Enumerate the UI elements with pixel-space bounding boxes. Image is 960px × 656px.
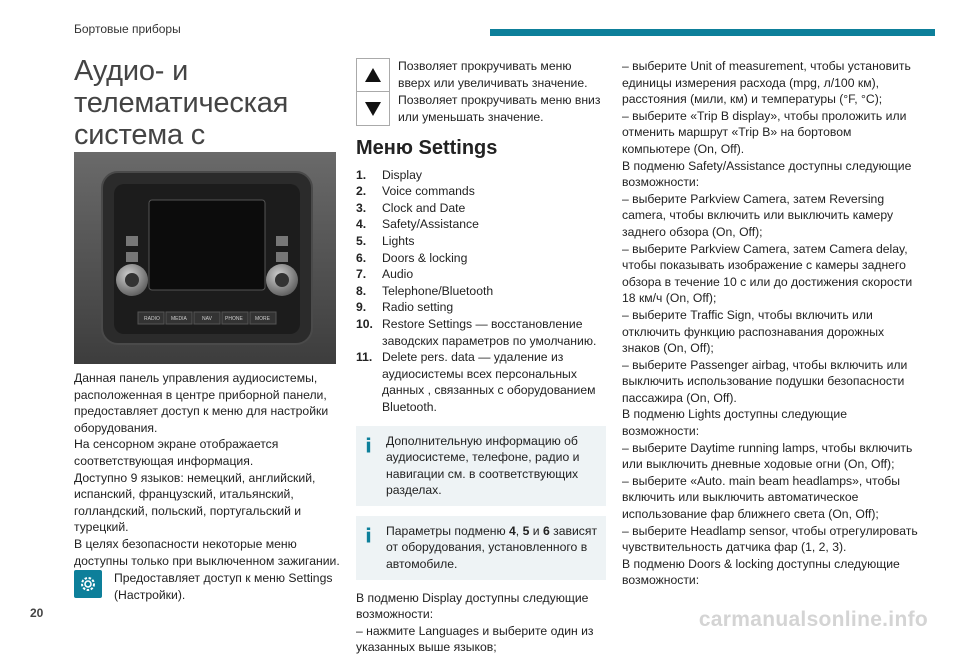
info-icon — [366, 526, 371, 544]
menu-item-number: 4. — [356, 217, 367, 232]
menu-item-number: 7. — [356, 267, 367, 282]
column-right — [622, 58, 918, 589]
note-bold: 6 — [542, 523, 550, 538]
paragraph: – выберите «Trip B display», чтобы проложить или отменить маршрут «Trip B» на бортовом компьютере (On, Off). — [622, 108, 907, 156]
note-text-part: и — [529, 523, 543, 538]
header-accent-bar — [490, 29, 935, 36]
paragraph: – выберите Passenger airbag, чтобы включить или выключить использование подушки безопасности пассажира (On, Off). — [622, 357, 908, 405]
menu-item-label: Clock and Date — [382, 200, 466, 215]
paragraph: – выберите Parkview Camera, затем Reversing camera, чтобы включить или выключить камеру заднего обзора (On, Off); — [622, 191, 894, 239]
menu-item-label: Telephone/Bluetooth — [382, 283, 494, 298]
info-note — [356, 426, 606, 506]
column-left — [74, 370, 344, 603]
scroll-up-icon — [356, 58, 390, 92]
scroll-down-icon — [356, 92, 390, 126]
note-text: Дополнительную информацию об аудиосистеме, телефоне, радио и навигации см. в соответствующих разделах. — [386, 433, 580, 498]
menu-item-number: 10. — [356, 316, 373, 331]
paragraph: – выберите Unit of measurement, чтобы установить единицы измерения расхода (mpg, л/100 км), расстояния (мили, км) и температуры (°F, °C); — [622, 59, 911, 107]
menu-item-label: Doors & locking — [382, 250, 468, 265]
paragraph: Данная панель управления аудиосистемы, расположенная в центре приборной панели, предоставляет доступ к меню для настройки оборудования. — [74, 371, 329, 435]
menu-item-label: Lights — [382, 233, 415, 248]
paragraph: В подменю Doors & locking доступны следующие возможности: — [622, 556, 900, 588]
title-line: Аудио- и телематическая — [74, 55, 289, 119]
menu-item-number: 9. — [356, 300, 367, 315]
paragraph: – выберите Traffic Sign, чтобы включить или отключить функцию распознавания дорожных знаков (On, Off); — [622, 307, 885, 356]
radio-button-label: RADIO — [144, 316, 160, 322]
paragraph: – выберите Parkview Camera, затем Camera delay, чтобы показывать изображение с камеры заднего обзора в течение 10 с или до достижения скорости 18 км/ч (On, Off); — [622, 241, 913, 306]
menu-item-number: 1. — [356, 167, 367, 182]
menu-item — [356, 200, 606, 217]
menu-item — [356, 266, 606, 283]
paragraph: Доступно 9 языков: немецкий, английский, испанский, французский, итальянский, голландский, польский, португальский и турецкий. — [74, 470, 316, 535]
note-text-part: зависят от оборудования, установленного в автомобиле. — [386, 523, 598, 572]
title-line: система с — [74, 119, 206, 151]
menu-item-label: Delete pers. data — удаление из аудиосистемы всех персональных данных , связанных с оборудованием Bluetooth. — [382, 350, 596, 414]
note-text — [364, 523, 598, 573]
note-text-part: , — [515, 523, 523, 538]
menu-item — [356, 233, 606, 250]
note-bold: 5 — [522, 523, 530, 538]
phone-button-label: PHONE — [225, 316, 243, 322]
column-middle — [356, 58, 606, 656]
more-button-label: MORE — [255, 316, 270, 322]
info-icon — [366, 436, 371, 454]
menu-heading: Меню Settings — [356, 137, 498, 159]
menu-item — [356, 183, 606, 200]
menu-item-number: 3. — [356, 200, 367, 215]
menu-item-label: Audio — [382, 267, 414, 282]
menu-item — [356, 250, 606, 267]
settings-row — [74, 570, 344, 603]
scroll-down-row — [356, 92, 606, 126]
menu-item-label: Safety/Assistance — [382, 217, 479, 232]
scroll-up-row — [356, 58, 606, 92]
menu-item — [356, 316, 606, 349]
menu-item — [356, 167, 606, 184]
paragraph: В подменю Safety/Assistance доступны следующие возможности: — [622, 158, 912, 190]
paragraph: В подменю Lights доступны следующие возможности: — [622, 407, 848, 439]
paragraph: – выберите Daytime running lamps, чтобы включить или выключить дневные ходовые огни (On, Off); — [622, 440, 913, 472]
paragraph: На сенсорном экране отображается соответствующая информация. — [74, 437, 279, 468]
menu-item-number: 5. — [356, 233, 367, 248]
scroll-up-text: Позволяет прокручивать меню вверх или увеличивать значение. — [398, 59, 588, 90]
paragraph: В целях безопасности некоторые меню доступны только при выключенном зажигании. — [74, 536, 340, 568]
menu-item — [356, 283, 606, 300]
settings-gear-icon — [74, 570, 102, 598]
menu-item-number: 2. — [356, 184, 367, 199]
watermark: carmanualsonline.info — [698, 608, 928, 631]
menu-item-label: Radio setting — [382, 300, 454, 315]
settings-menu-list — [356, 167, 606, 416]
menu-item-label: Restore Settings — восстановление заводских параметров по умолчанию. — [382, 316, 597, 348]
note-text-part: Параметры подменю — [386, 523, 509, 538]
menu-item — [356, 299, 606, 316]
section-header: Бортовые приборы — [74, 22, 181, 36]
media-button-label: MEDIA — [171, 316, 187, 322]
note-bold: 4 — [509, 523, 516, 538]
nav-button-label: NAV — [202, 316, 212, 322]
menu-item-label: Voice commands — [382, 184, 475, 199]
paragraph: – выберите Headlamp sensor, чтобы отрегулировать чувствительность датчика фар (1, 2, 3). — [622, 523, 918, 555]
page-number: 20 — [30, 606, 44, 620]
menu-item-number: 11. — [356, 350, 373, 365]
info-note — [356, 516, 606, 580]
settings-description: Предоставляет доступ к меню Settings (Настройки). — [114, 571, 333, 602]
dashboard-photo — [74, 152, 336, 364]
display-item: – нажмите Languages и выберите один из указанных выше языков; — [356, 623, 594, 655]
dashboard-illustration — [74, 152, 336, 364]
paragraph: – выберите «Auto. main beam headlamps», чтобы включить или выключить автоматическое использование фар ближнего света (On, Off); — [622, 473, 900, 522]
menu-item-number: 8. — [356, 283, 367, 298]
menu-item — [356, 216, 606, 233]
scroll-down-text: Позволяет прокручивать меню вниз или уменьшать значение. — [398, 93, 601, 124]
menu-item-number: 6. — [356, 250, 367, 265]
display-intro: В подменю Display доступны следующие возможности: — [356, 590, 589, 622]
menu-item-label: Display — [382, 167, 422, 182]
menu-item — [356, 349, 606, 415]
